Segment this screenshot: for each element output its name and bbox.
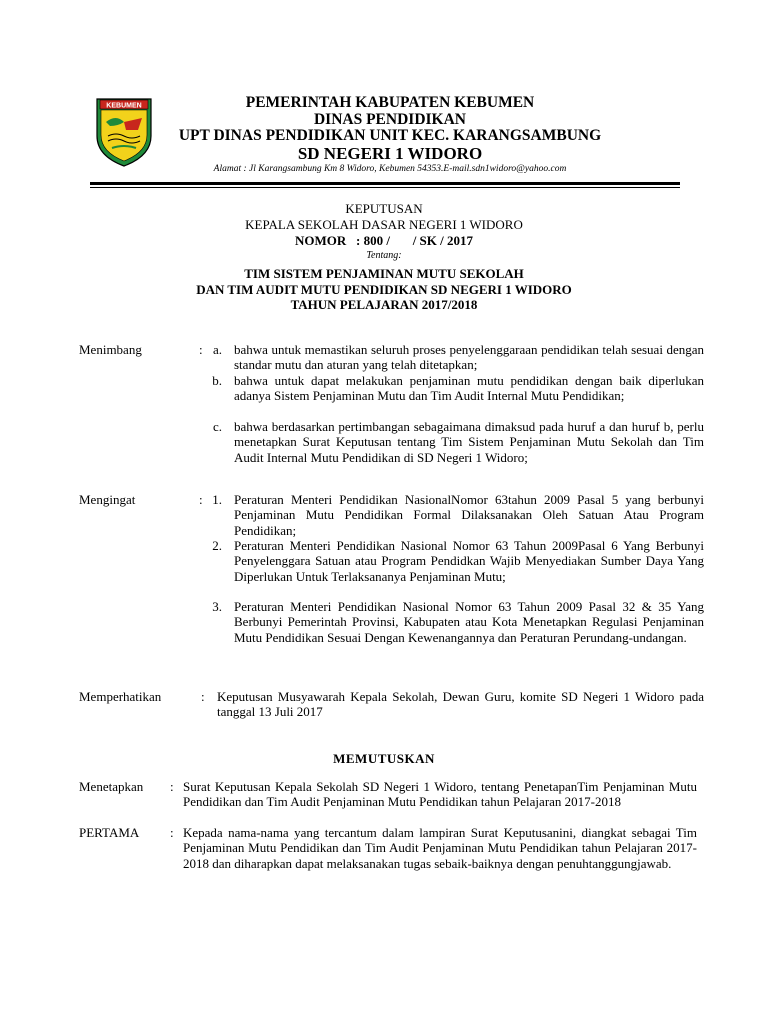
logo-label: KEBUMEN: [106, 102, 142, 110]
header-school: SD NEGERI 1 WIDORO: [297, 144, 483, 163]
title-subject-line1: TIM SISTEM PENJAMINAN MUTU SEKOLAH: [244, 266, 524, 281]
header-government: PEMERINTAH KABUPATEN KEBUMEN: [245, 94, 535, 111]
memperhatikan-label: Memperhatikan: [79, 689, 162, 704]
menetapkan-text: Surat Keputusan Kepala Sekolah SD Negeri 1 Widoro, tentang PenetapanTim Penjaminan Mutu Pendidikan dan Tim Audit Penjaminan Mutu Pendidikan tahun Pelajaran 2017-2018: [183, 779, 697, 810]
title-tentang: Tentang:: [366, 250, 402, 261]
mengingat-item-1: Peraturan Menteri Pendidikan NasionalNomor 63tahun 2009 Pasal 5 yang berbunyi Penjaminan Mutu Pendidikan Formal Dilaksanakan Oleh Satuan Atau Program Pendidikan;: [234, 492, 704, 538]
menimbang-item-a: bahwa untuk memastikan seluruh proses penyelenggaraan pendidikan telah sesuai dengan standar mutu dan aturan yang telah ditetapkan;: [234, 342, 704, 373]
menimbang-label: Menimbang: [79, 342, 142, 357]
header-unit: UPT DINAS PENDIDIKAN UNIT KEC. KARANGSAMBUNG: [178, 127, 602, 144]
mengingat-item-3: Peraturan Menteri Pendidikan Nasional Nomor 63 Tahun 2009 Pasal 32 & 35 Yang Berbunyi Pemerintah Provinsi, Kabupaten atau Kota Menetapkan Regulasi Penjaminan Mutu Pendidikan Sesuai Dengan Kewenangannya dan Peraturan Perundang-undangan.: [234, 599, 704, 645]
mengingat-mark-1: 1.: [212, 492, 222, 507]
menimbang-item-c: bahwa berdasarkan pertimbangan sebagaimana dimaksud pada huruf a dan huruf b, perlu menetapkan Surat Keputusan tentang Tim Sistem Penjaminan Mutu Sekolah dan Tim Audit Internal Mutu Pendidikan di SD Negeri 1 Widoro;: [234, 419, 704, 465]
mengingat-colon: :: [199, 492, 203, 507]
mengingat-label: Mengingat: [79, 492, 136, 507]
header-divider-thick: [90, 182, 680, 185]
memperhatikan-colon: :: [201, 689, 205, 704]
title-subject-line3: TAHUN PELAJARAN 2017/2018: [290, 297, 478, 312]
menetapkan-label: Menetapkan: [79, 779, 144, 794]
menimbang-mark-b: b.: [212, 373, 222, 388]
mengingat-mark-2: 2.: [212, 538, 222, 553]
mengingat-item-2: Peraturan Menteri Pendidikan Nasional Nomor 63 Tahun 2009Pasal 6 Yang Berbunyi Penyelenggara Satuan atau Program Pendidkan Wajib Menyediakan Sumber Daya Yang Diperlukan Untuk Terlaksananya Penjaminan Mutu;: [234, 538, 704, 584]
header-address: Alamat : Jl Karangsambung Km 8 Widoro, Kebumen 54353.E-mail.sdn1widoro@yahoo.com: [213, 164, 567, 174]
menimbang-item-b: bahwa untuk dapat melakukan penjaminan mutu pendidikan dengan baik diperlukan adanya Sistem Penjaminan Mutu dan Tim Audit Internal Mutu Pendidikan;: [234, 373, 704, 404]
title-kepala: KEPALA SEKOLAH DASAR NEGERI 1 WIDORO: [245, 217, 523, 232]
mengingat-mark-3: 3.: [212, 599, 222, 614]
pertama-text: Kepada nama-nama yang tercantum dalam lampiran Surat Keputusanini, diangkat sebagai Tim Penjaminan Mutu Pendidikan dan Tim Audit Penjaminan Mutu Pendidikan tahun Pelajaran 2017-2018 dan diharapkan dapat melaksanakan tugas sebaik-baiknya dengan penuhtanggungjawab.: [183, 825, 697, 871]
header-divider-thin: [90, 187, 680, 188]
title-subject-line2: DAN TIM AUDIT MUTU PENDIDIKAN SD NEGERI 1 WIDORO: [196, 282, 572, 297]
header-department: DINAS PENDIDIKAN: [313, 111, 466, 128]
menimbang-mark-a: a.: [212, 342, 222, 357]
menimbang-colon: :: [199, 342, 203, 357]
kebumen-logo: [94, 96, 154, 168]
menetapkan-colon: :: [170, 779, 174, 794]
memutuskan-heading: MEMUTUSKAN: [333, 751, 435, 766]
memperhatikan-text: Keputusan Musyawarah Kepala Sekolah, Dewan Guru, komite SD Negeri 1 Widoro pada tanggal 13 Juli 2017: [217, 689, 704, 720]
title-keputusan: KEPUTUSAN: [345, 201, 423, 216]
title-nomor: NOMOR : 800 / / SK / 2017: [294, 233, 474, 248]
menimbang-mark-c: c.: [212, 419, 222, 434]
pertama-label: PERTAMA: [79, 825, 140, 840]
pertama-colon: :: [170, 825, 174, 840]
